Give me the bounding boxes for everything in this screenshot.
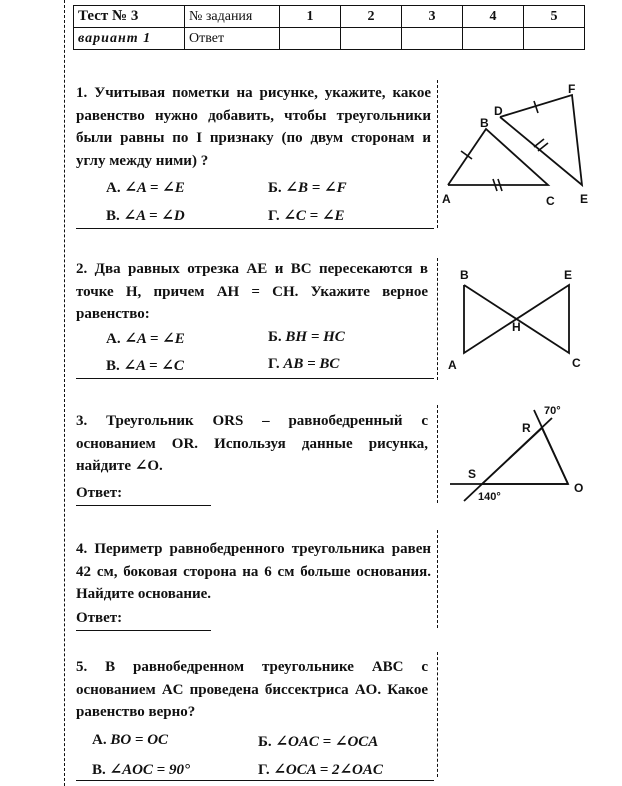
answer-cell-5[interactable] bbox=[524, 28, 585, 50]
q2-option-d[interactable]: Г. AB = BC bbox=[268, 356, 340, 372]
q3-divider bbox=[437, 405, 438, 503]
q1-option-d[interactable]: Г. ∠C = ∠E bbox=[268, 208, 345, 224]
task-number-2: 2 bbox=[341, 6, 402, 28]
q1-underline bbox=[76, 228, 434, 229]
q1-divider bbox=[437, 80, 438, 228]
q5-option-c[interactable]: В. ∠AOC = 90° bbox=[92, 762, 190, 778]
variant-label: вариант 1 bbox=[74, 28, 185, 50]
q2-label-b: B bbox=[460, 268, 469, 282]
q3-answer-line[interactable] bbox=[76, 505, 211, 506]
q2-option-c[interactable]: В. ∠A = ∠C bbox=[106, 358, 184, 374]
q3-label-r: R bbox=[522, 421, 531, 435]
header-table bbox=[73, 5, 585, 50]
q3-line-or-ext bbox=[534, 410, 568, 484]
answer-cell-2[interactable] bbox=[341, 28, 402, 50]
answer-cell-4[interactable] bbox=[463, 28, 524, 50]
margin-cut-line bbox=[64, 0, 65, 786]
q1-label-e: E bbox=[580, 192, 589, 206]
task-number-4: 4 bbox=[463, 6, 524, 28]
q1-label-f: F bbox=[568, 82, 576, 96]
q1-option-c[interactable]: В. ∠A = ∠D bbox=[106, 208, 185, 224]
q1-label-c: C bbox=[546, 194, 555, 208]
task-number-1: 1 bbox=[280, 6, 341, 28]
q4-answer-line[interactable] bbox=[76, 630, 211, 631]
answer-cell-1[interactable] bbox=[280, 28, 341, 50]
q5-divider bbox=[437, 652, 438, 777]
q2-label-a: A bbox=[448, 358, 457, 372]
q2-text: 2. Два равных отрезка AE и BC пересекаются в точке H, причем AH = CH. Укажите верное равенство: bbox=[76, 261, 429, 322]
answer-cell-3[interactable] bbox=[402, 28, 463, 50]
task-number-5: 5 bbox=[524, 6, 585, 28]
q1-tick-de-1 bbox=[534, 139, 544, 147]
q5-option-d[interactable]: Г. ∠OCA = 2∠OAC bbox=[258, 762, 383, 778]
q2-label-c: C bbox=[572, 356, 581, 370]
q2-option-a[interactable]: А. ∠A = ∠E bbox=[106, 331, 185, 347]
q2-label-e: E bbox=[564, 268, 573, 282]
q5-option-b[interactable]: Б. ∠OAC = ∠OCA bbox=[258, 734, 379, 750]
q3-angle-140: 140° bbox=[478, 491, 501, 503]
q5-text: 5. В равнобедренном треугольнике ABC с основанием AC проведена биссектриса AO. Какое равенство верно? bbox=[76, 659, 428, 720]
q3-text: 3. Треугольник ORS – равнобедренный с основанием OR. Используя данные рисунка, найдите ∠O. bbox=[76, 413, 429, 474]
q1-label-b: B bbox=[480, 116, 489, 130]
q3-label-o: O bbox=[574, 481, 584, 495]
q3-line-sr-ext bbox=[464, 418, 552, 501]
q4-answer-label: Ответ: bbox=[76, 610, 123, 626]
q2-figure bbox=[444, 265, 594, 375]
q1-option-b[interactable]: Б. ∠B = ∠F bbox=[268, 180, 347, 196]
q2-divider bbox=[437, 258, 438, 380]
q2-option-b[interactable]: Б. BH = HC bbox=[268, 329, 345, 345]
q1-triangle-dfe bbox=[500, 95, 582, 185]
q3-label-s: S bbox=[468, 467, 477, 481]
test-title: Тест № 3 bbox=[74, 6, 185, 28]
q2-segment-ae-bc bbox=[464, 285, 569, 353]
q2-label-h: H bbox=[512, 320, 521, 334]
q3-answer-label: Ответ: bbox=[76, 485, 123, 501]
q5-underline bbox=[76, 780, 434, 781]
q2-underline bbox=[76, 378, 434, 379]
task-number-label: № задания bbox=[185, 6, 280, 28]
q3-figure bbox=[444, 402, 594, 507]
q1-label-a: A bbox=[442, 192, 451, 206]
task-number-3: 3 bbox=[402, 6, 463, 28]
q1-label-d: D bbox=[494, 104, 503, 118]
q1-tick-de-2 bbox=[538, 143, 548, 151]
q1-option-a[interactable]: А. ∠A = ∠E bbox=[106, 180, 185, 196]
q4-text: 4. Периметр равнобедренного треугольника равен 42 см, боковая сторона на 6 см больше основания. Найдите основание. bbox=[76, 541, 431, 602]
answer-row-label: Ответ bbox=[185, 28, 280, 50]
q5-option-a[interactable]: А. BO = OC bbox=[92, 732, 169, 748]
q1-triangle-abc bbox=[448, 129, 548, 185]
q4-divider bbox=[437, 530, 438, 628]
q3-angle-70: 70° bbox=[544, 405, 561, 417]
q1-text: 1. Учитывая пометки на рисунке, укажите, какое равенство нужно добавить, чтобы треугольники были равны по I признаку (по двум сторонам и углу между ними) ? bbox=[76, 85, 431, 169]
q1-figure bbox=[440, 82, 600, 215]
